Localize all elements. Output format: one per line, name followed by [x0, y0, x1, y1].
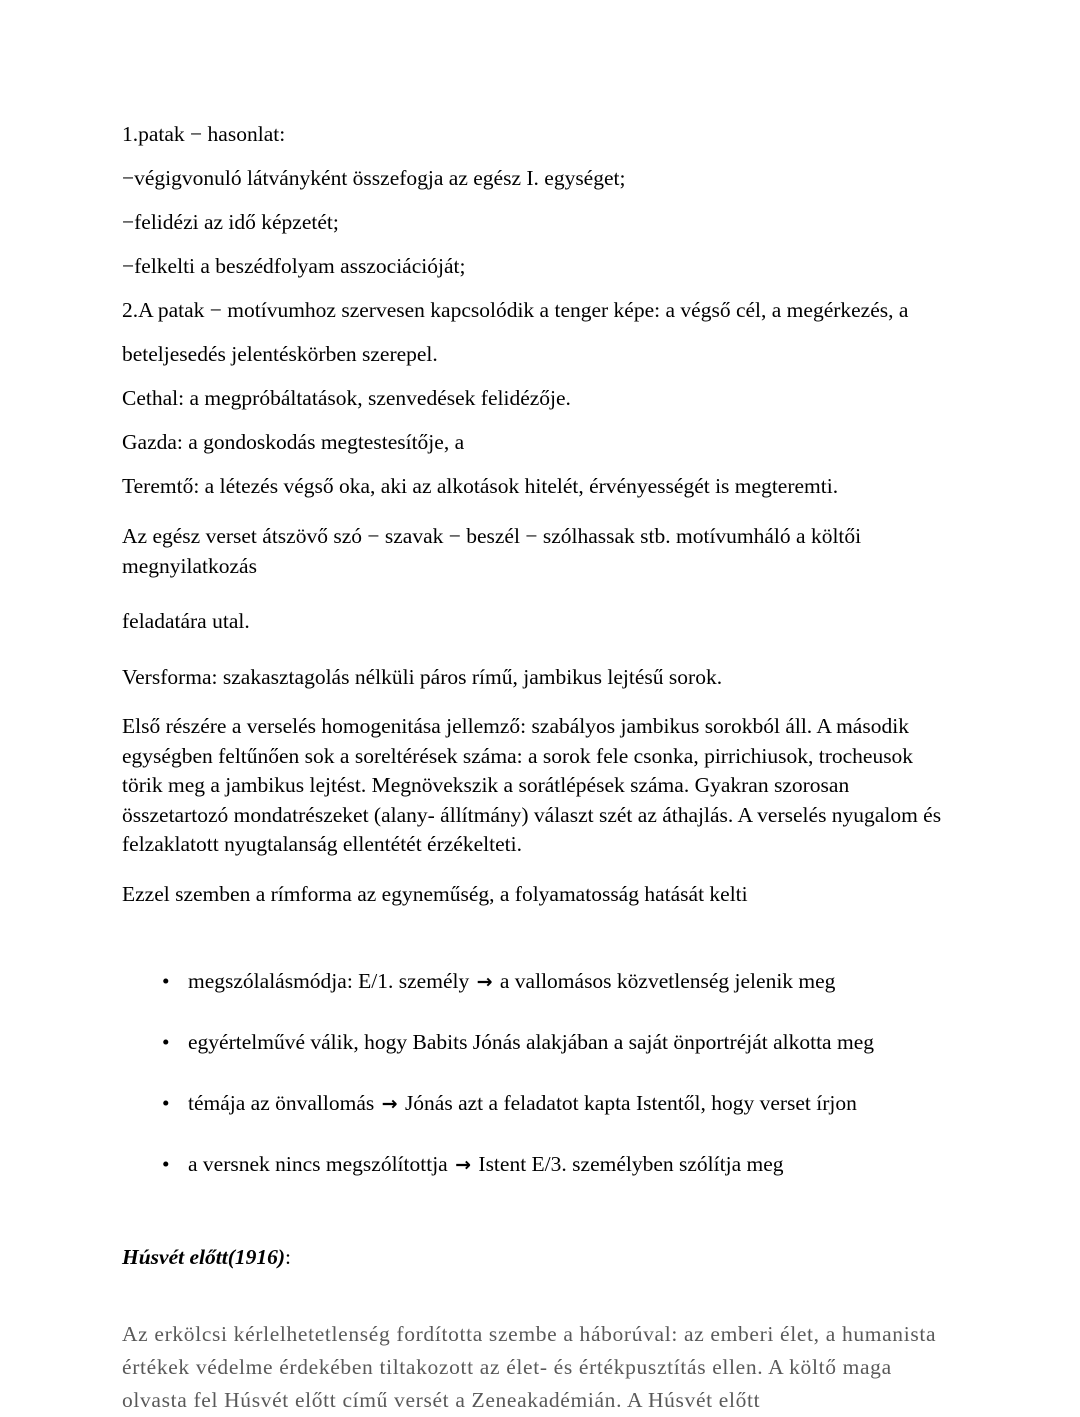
intro-line-4: −felkelti a beszédfolyam asszociációját;	[122, 254, 466, 278]
motif-paragraph-line-2: beteljesedés jelentéskörben szerepel.	[122, 342, 438, 366]
list-item-text-after-arrow: a vallomásos közvetlenség jelenik meg	[494, 969, 836, 993]
list-item-text-after-arrow: Istent E/3. személyben szólítja meg	[473, 1152, 784, 1176]
list-item	[122, 967, 942, 997]
verse-analysis-paragraph: Első részére a verselés homogenitása jellemző: szabályos jambikus sorokból áll. A második egységben feltűnően sok a soreltérések száma: a sorok fele csonka, pirrichiusok, trocheusok törik meg a jambikus lejtést. Megnövekszik a sorátlépések száma. Gyakran szorosan összetartozó mondatrészeket (alany- állítmány) választ szét az áthajlás. A verselés nyugalom és felzaklatott nyugtalanság ellentétét érzékelteti.	[122, 714, 947, 856]
spacer-before-section-heading	[122, 1180, 942, 1242]
document-body	[122, 112, 947, 1417]
spacer-before-feladatara	[122, 581, 942, 607]
bullet-icon: •	[162, 1152, 170, 1176]
list-item	[122, 1028, 942, 1058]
spacer-before-verse-analysis	[122, 692, 942, 712]
section-heading-colon: :	[285, 1245, 291, 1269]
rightwards-arrow-icon: →	[476, 971, 493, 993]
section-heading-title: Húsvét előtt(1916)	[122, 1245, 286, 1269]
motif-paragraph-line-1: 2.A patak − motívumhoz szervesen kapcsolódik a tenger képe: a végső cél, a megérkezés, a	[122, 298, 909, 322]
definition-teremto: Teremtő: a létezés végső oka, aki az alkotások hitelét, érvényességét is megteremti.	[122, 474, 839, 498]
spacer-before-closing-paragraph	[122, 1272, 942, 1318]
rightwards-arrow-icon: →	[455, 1154, 472, 1176]
list-item-text-before-arrow: egyértelművé válik, hogy Babits Jónás alakjában a saját önportréját alkotta meg	[188, 1030, 874, 1054]
spacer-before-rhyme	[122, 860, 942, 880]
closing-paragraph: Az erkölcsi kérlelhetetlenség fordította szembe a háborúval: az emberi élet, a humanista értékek védelme érdekében tiltakozott az élet- és értékpusztítás ellen. A költő maga olvasta fel Húsvét előtt című versét a Zeneakadémián. A Húsvét előtt	[122, 1322, 943, 1412]
intro-line-2: −végigvonuló látványként összefogja az egész I. egységet;	[122, 166, 626, 190]
rhyme-paragraph: Ezzel szemben a rímforma az egyneműség, a folyamatosság hatását kelti	[122, 881, 748, 906]
list-item-text-before-arrow: témája az önvallomás	[188, 1091, 380, 1115]
bullet-icon: •	[162, 969, 170, 993]
list-item-text-before-arrow: megszólalásmódja: E/1. személy	[188, 969, 475, 993]
spacer-before-bullets	[122, 909, 942, 967]
bullet-icon: •	[162, 1091, 170, 1115]
list-item-text-after-arrow: Jónás azt a feladatot kapta Istentől, hogy verset írjon	[399, 1091, 857, 1115]
intro-line-1: 1.patak − hasonlat:	[122, 122, 286, 146]
rightwards-arrow-icon	[874, 1032, 878, 1054]
rightwards-arrow-icon: →	[381, 1093, 398, 1115]
spacer-before-motif-web	[122, 508, 942, 522]
bullet-icon: •	[162, 1030, 170, 1054]
list-item	[122, 1150, 942, 1180]
motif-web-tail: feladatára utal.	[122, 609, 250, 633]
definition-gazda: Gazda: a gondoskodás megtestesítője, a	[122, 430, 465, 454]
page-title	[122, 1242, 942, 1272]
motif-web-paragraph: Az egész verset átszövő szó − szavak − beszél − szólhassak stb. motívumháló a költői megnyilatkozás	[122, 524, 867, 578]
definition-cethal: Cethal: a megpróbáltatások, szenvedések felidézője.	[122, 386, 571, 410]
list-item-text-before-arrow: a versnek nincs megszólítottja	[188, 1152, 454, 1176]
key-points-list	[122, 967, 942, 1180]
versforma-line: Versforma: szakasztagolás nélküli páros rímű, jambikus lejtésű sorok.	[122, 664, 723, 689]
intro-line-3: −felidézi az idő képzetét;	[122, 210, 339, 234]
list-item	[122, 1089, 942, 1119]
spacer-before-versforma	[122, 637, 942, 663]
